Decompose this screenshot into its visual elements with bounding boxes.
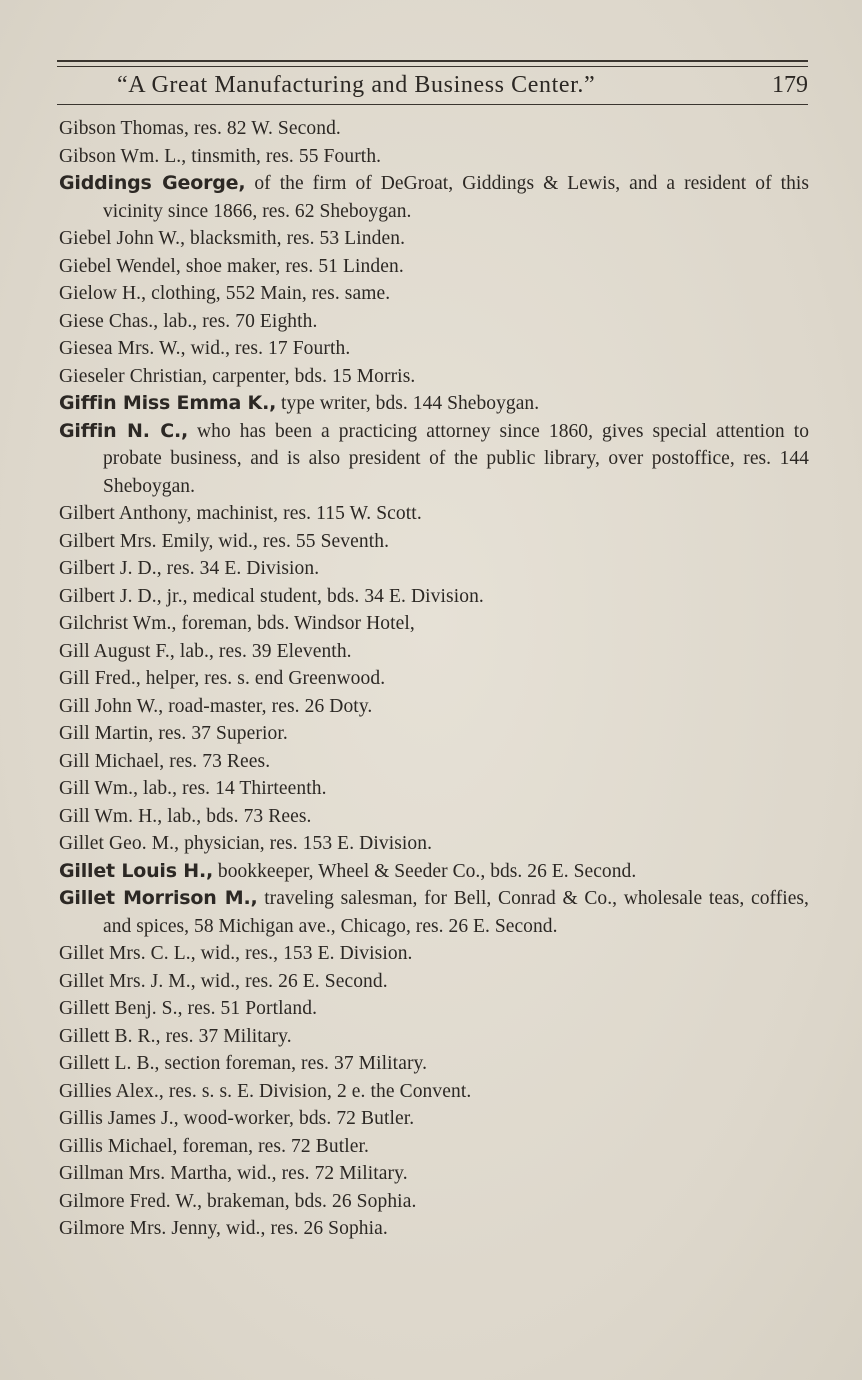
entry-text: Gilbert J. D., res. 34 E. Division. (59, 558, 320, 579)
directory-entries (59, 115, 809, 1243)
directory-entry (59, 335, 809, 363)
entry-text: Gillet Mrs. J. M., wid., res. 26 E. Second. (59, 970, 388, 992)
directory-entry (59, 1215, 809, 1243)
entry-text: who has been a practicing attorney since 1860, gives special attention to probate business, and is also president of the public library, over postoffice, res. 144 Sheboygan. (103, 420, 809, 497)
entry-text: type writer, bds. 144 Sheboygan. (276, 393, 540, 414)
header-title: “A Great Manufacturing and Business Center.” (117, 72, 596, 98)
entry-text: Gill Martin, res. 37 Superior. (59, 723, 288, 744)
header-top-rule-thin (57, 66, 808, 67)
entry-text: Gill Wm. H., lab., bds. 73 Rees. (59, 805, 312, 827)
entry-text: Gielow H., clothing, 552 Main, res. same. (59, 283, 391, 304)
directory-entry (59, 1105, 809, 1133)
entry-bold-name: Gillet Morrison M., (59, 887, 258, 909)
header-top-rule (57, 60, 808, 62)
entry-text: of the firm of DeGroat, Giddings & Lewis, and a resident of this vicinity since 1866, res. 62 Sheboygan. (103, 173, 809, 222)
entry-text: Gibson Thomas, res. 82 W. Second. (59, 118, 341, 139)
directory-entry (59, 280, 809, 308)
entry-text: Gill Fred., helper, res. s. end Greenwood. (59, 668, 386, 689)
entry-text: Gillies Alex., res. s. s. E. Division, 2 e. the Convent. (59, 1080, 472, 1102)
entry-text: Giese Chas., lab., res. 70 Eighth. (59, 310, 318, 332)
entry-text: Gillet Mrs. C. L., wid., res., 153 E. Division. (59, 943, 413, 964)
directory-entry (59, 830, 809, 858)
directory-entry (59, 968, 809, 996)
directory-entry (59, 115, 809, 143)
entry-text: Gillman Mrs. Martha, wid., res. 72 Military. (59, 1163, 408, 1184)
entry-text: Gill August F., lab., res. 39 Eleventh. (59, 640, 352, 662)
entry-text: Gill Michael, res. 73 Rees. (59, 750, 271, 772)
entry-text: Gilchrist Wm., foreman, bds. Windsor Hotel, (59, 613, 415, 634)
directory-entry (59, 500, 809, 528)
directory-entry (59, 170, 809, 225)
entry-text: Giesea Mrs. W., wid., res. 17 Fourth. (59, 338, 351, 359)
entry-text: Gilbert Mrs. Emily, wid., res. 55 Seventh. (59, 530, 390, 552)
directory-entry (59, 253, 809, 281)
directory-entry (59, 1188, 809, 1216)
directory-entry (59, 1078, 809, 1106)
directory-entry (59, 995, 809, 1023)
directory-entry (59, 720, 809, 748)
entry-bold-name: Gillet Louis H., (59, 859, 213, 882)
entry-text: Gillett B. R., res. 37 Military. (59, 1025, 292, 1047)
running-header (57, 70, 808, 105)
directory-entry (59, 1160, 809, 1188)
entry-text: Gillet Geo. M., physician, res. 153 E. Division. (59, 833, 433, 854)
entry-text: bookkeeper, Wheel & Seeder Co., bds. 26 E. Second. (212, 860, 637, 882)
directory-entry (59, 665, 809, 693)
directory-entry (59, 555, 809, 583)
entry-bold-name: Giffin N. C., (59, 419, 189, 442)
entry-text: Gill John W., road-master, res. 26 Doty. (59, 695, 373, 717)
directory-entry (59, 583, 809, 611)
page-number: 179 (772, 72, 808, 98)
directory-entry (59, 803, 809, 831)
entry-text: Gibson Wm. L., tinsmith, res. 55 Fourth. (59, 145, 382, 167)
entry-text: traveling salesman, for Bell, Conrad & Co., wholesale teas, coffies, and spices, 58 Michigan ave., Chicago, res. 26 E. Second. (103, 888, 809, 937)
entry-text: Gilmore Fred. W., brakeman, bds. 26 Sophia. (59, 1190, 417, 1212)
directory-entry (59, 775, 809, 803)
entry-text: Gilbert Anthony, machinist, res. 115 W. Scott. (59, 503, 422, 524)
entry-text: Gillett Benj. S., res. 51 Portland. (59, 998, 318, 1019)
directory-entry (59, 225, 809, 253)
entry-text: Giebel John W., blacksmith, res. 53 Linden. (59, 228, 406, 249)
directory-entry (59, 528, 809, 556)
directory-entry (59, 1023, 809, 1051)
directory-entry (59, 363, 809, 391)
directory-entry (59, 940, 809, 968)
entry-text: Giebel Wendel, shoe maker, res. 51 Linden. (59, 255, 404, 277)
directory-entry (59, 748, 809, 776)
entry-text: Gieseler Christian, carpenter, bds. 15 Morris. (59, 365, 416, 387)
entry-text: Gillis James J., wood-worker, bds. 72 Butler. (59, 1108, 415, 1129)
entry-bold-name: Giffin Miss Emma K., (59, 392, 277, 414)
directory-entry (59, 1050, 809, 1078)
directory-entry (59, 858, 809, 886)
directory-entry (59, 1133, 809, 1161)
entry-text: Gilbert J. D., jr., medical student, bds. 34 E. Division. (59, 585, 484, 607)
entry-text: Gilmore Mrs. Jenny, wid., res. 26 Sophia. (59, 1218, 388, 1239)
directory-entry (59, 418, 809, 501)
directory-entry (59, 610, 809, 638)
directory-entry (59, 885, 809, 940)
directory-entry (59, 143, 809, 171)
directory-entry (59, 308, 809, 336)
entry-bold-name: Giddings George, (59, 172, 246, 194)
directory-entry (59, 693, 809, 721)
directory-entry (59, 390, 809, 418)
entry-text: Gill Wm., lab., res. 14 Thirteenth. (59, 778, 327, 799)
entry-text: Gillis Michael, foreman, res. 72 Butler. (59, 1135, 369, 1157)
entry-text: Gillett L. B., section foreman, res. 37 Military. (59, 1053, 428, 1074)
directory-entry (59, 638, 809, 666)
